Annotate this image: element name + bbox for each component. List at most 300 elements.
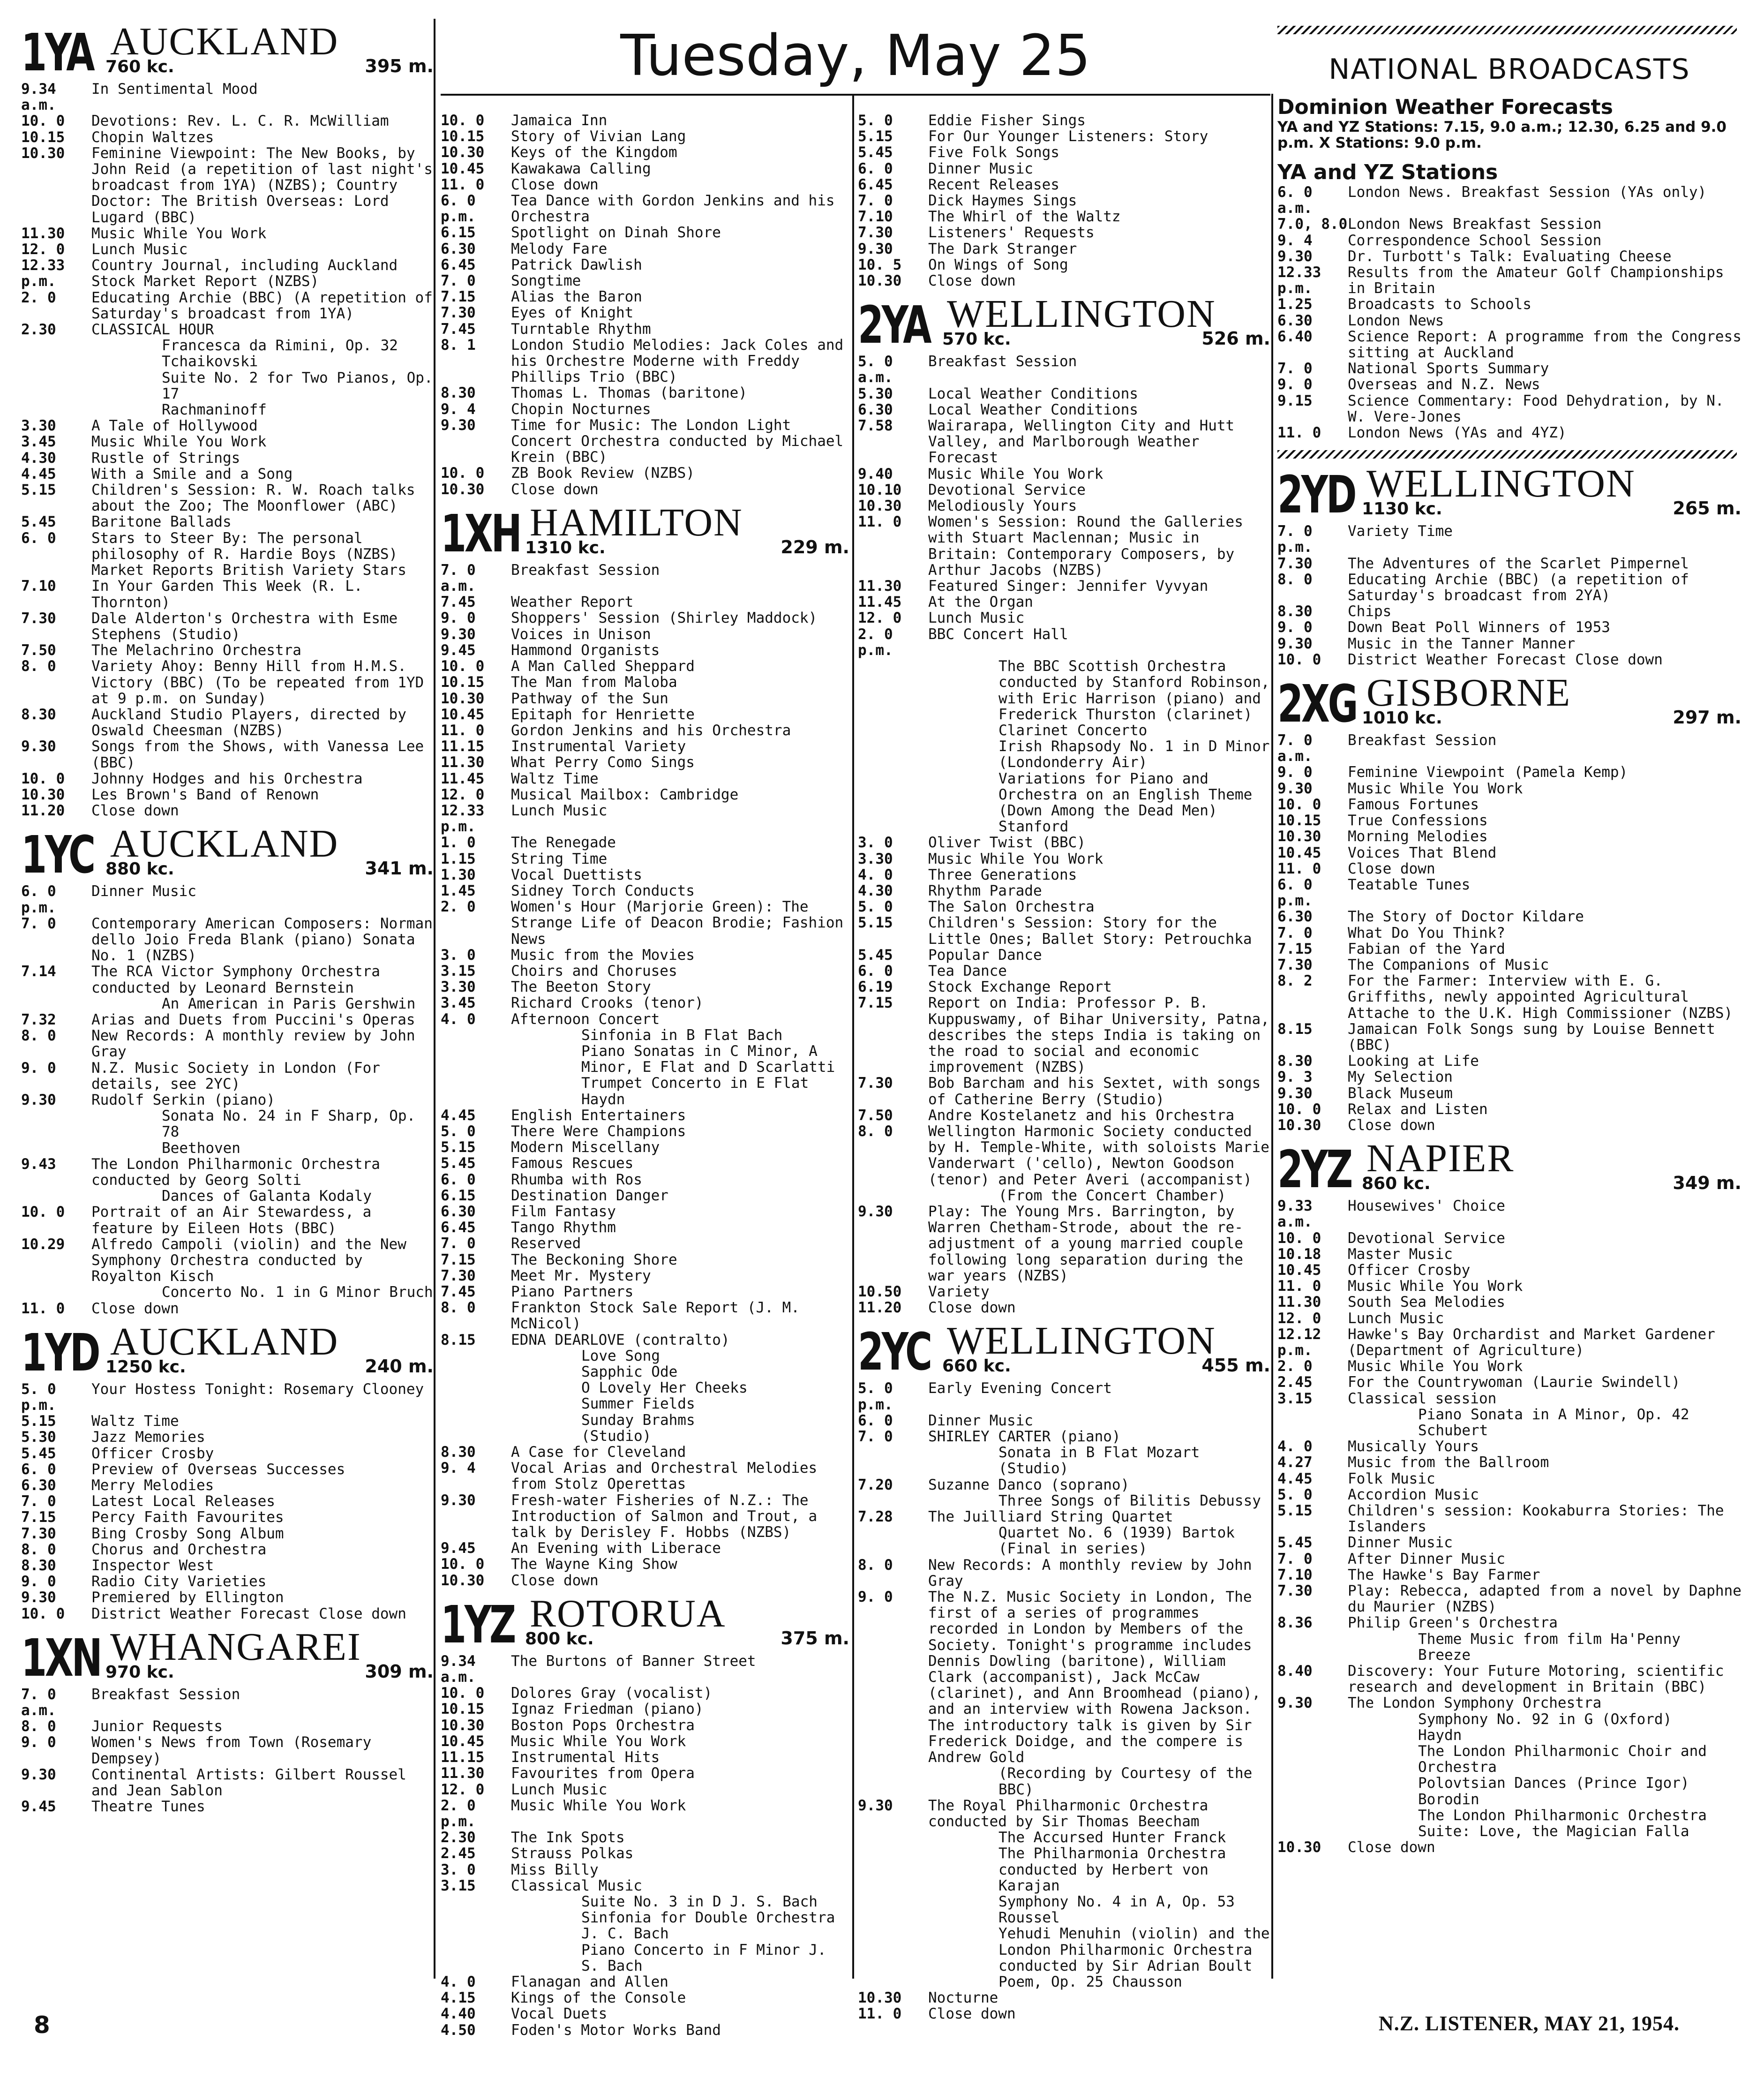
program-title: Vocal Duets	[511, 2005, 608, 2023]
program-time: 4. 0	[858, 866, 893, 883]
program-title: Chips	[1348, 603, 1392, 620]
program-entry	[858, 610, 1270, 626]
program-title: Gordon Jenkins and his Orchestra	[511, 722, 791, 739]
program-title: Close down	[511, 176, 599, 193]
program-time: 11.30	[441, 1765, 485, 1782]
program-time: 9.30	[21, 1589, 56, 1606]
weather-text: YA and YZ Stations: 7.15, 9.0 a.m.; 12.30, 6.25 and 9.0 p.m. X Stations: 9.0 p.m.	[1277, 119, 1726, 151]
program-entry	[1277, 1567, 1741, 1583]
program-title: Feminine Viewpoint (Pamela Kemp)	[1348, 764, 1628, 781]
program-time: 4.30	[21, 449, 56, 467]
program-entry	[858, 1798, 1270, 1830]
program-title: Sapphic Ode	[581, 1363, 678, 1381]
program-title: Down Beat Poll Winners of 1953	[1348, 619, 1610, 636]
program-title: Close down	[511, 1572, 599, 1589]
station-program-list	[858, 354, 1270, 1316]
program-time: 8.40	[1277, 1663, 1313, 1680]
program-time: 7.20	[858, 1476, 893, 1493]
program-time: 9.15	[1277, 392, 1313, 409]
program-time: 8. 0	[21, 658, 56, 675]
program-time: 2.30	[441, 1829, 476, 1846]
station-wavelength: 526 m.	[1201, 328, 1270, 349]
program-title: Variations for Piano and Orchestra on an English Theme (Down Among the Dead Men) Stanford	[998, 770, 1253, 836]
station-callsign: 2YC	[858, 1322, 931, 1382]
program-entry	[441, 723, 849, 738]
program-time: 2.30	[21, 321, 56, 339]
program-time: 5.30	[858, 385, 893, 402]
program-entry	[1277, 1085, 1741, 1101]
program-title: Portrait of an Air Stewardess, a feature by Eileen Hots (BBC)	[91, 1204, 372, 1237]
program-entry	[441, 1155, 849, 1171]
station-callsign: 1YZ	[441, 1594, 514, 1655]
program-entry	[441, 658, 849, 674]
program-time: 11.45	[858, 594, 902, 611]
program-time: 5.15	[21, 1413, 56, 1430]
program-time: 8. 0	[1277, 571, 1313, 588]
program-title: Nocturne	[928, 1989, 998, 2007]
program-time: 5. 0	[858, 112, 893, 129]
program-title: The London Philharmonic Orchestra	[1418, 1807, 1707, 1824]
column-1	[21, 16, 434, 1958]
program-title: Music While You Work	[928, 850, 1103, 867]
program-title: Strauss Polkas	[511, 1845, 634, 1862]
program-time: 7.15	[441, 288, 476, 306]
program-entry	[21, 514, 434, 530]
program-entry	[441, 1348, 849, 1364]
station-wavelength: 395 m.	[365, 56, 434, 76]
program-time: 7.30	[858, 1075, 893, 1092]
program-entry	[441, 1749, 849, 1765]
program-time: 5. 0 p.m.	[21, 1380, 56, 1414]
program-title: The Melachrino Orchestra	[91, 642, 301, 659]
program-title: Sidney Torch Conducts	[511, 882, 695, 899]
program-title: Music While You Work	[511, 1797, 686, 1814]
program-entry	[858, 1525, 1270, 1541]
program-time: 10. 0	[1277, 651, 1321, 668]
program-time: 4. 0	[441, 1973, 476, 1990]
program-entry	[441, 1845, 849, 1861]
program-entry	[1277, 1535, 1741, 1551]
station-header	[21, 822, 434, 885]
program-title: Suzanne Danco (soprano)	[928, 1476, 1130, 1493]
program-time: 10.30	[858, 497, 902, 515]
program-entry	[441, 642, 849, 658]
program-time: 5. 0 a.m.	[858, 353, 893, 386]
program-time: 7.58	[858, 417, 893, 435]
program-entry	[441, 995, 849, 1011]
program-time: 10.15	[441, 1701, 485, 1718]
program-time: 3. 0	[858, 834, 893, 851]
program-time: 9.30	[1277, 1694, 1313, 1712]
program-entry	[1277, 1117, 1741, 1133]
program-time	[1277, 1807, 1348, 1823]
program-time: 6.15	[441, 224, 476, 241]
station-name: AUCKLAND	[110, 1319, 339, 1363]
program-time: 5.15	[858, 914, 893, 932]
wavy-rule-top	[1277, 26, 1737, 34]
program-entry	[441, 1300, 849, 1332]
program-time: 6.45	[858, 176, 893, 193]
program-title: Dinner Music	[91, 883, 196, 900]
program-title: New Records: A monthly review by John Gray	[928, 1556, 1252, 1589]
program-entry	[441, 1011, 849, 1027]
program-time: 5.45	[441, 1155, 476, 1172]
program-title: Women's Hour (Marjorie Green): The Strange Life of Deacon Brodie; Fashion News	[511, 898, 844, 948]
program-time: 6. 0 p.m.	[21, 883, 56, 916]
program-entry	[441, 963, 849, 979]
program-title: Foden's Motor Works Band	[511, 2021, 721, 2039]
program-entry	[21, 290, 434, 322]
program-title: Instrumental Variety	[511, 738, 686, 755]
program-title: For Our Younger Listeners: Story	[928, 128, 1209, 145]
program-entry	[858, 1894, 1270, 1926]
program-time: 8. 0	[441, 1299, 476, 1317]
program-entry	[441, 674, 849, 690]
program-title: Devotional Service	[928, 481, 1086, 498]
program-entry	[858, 578, 1270, 594]
program-time: 2. 0	[441, 898, 476, 916]
program-entry	[1277, 1358, 1741, 1374]
program-title: Dinner Music	[928, 160, 1033, 177]
program-time: 8. 0	[21, 1027, 56, 1045]
program-title: The Philharmonia Orchestra conducted by Herbert von Karajan	[998, 1845, 1226, 1894]
program-entry	[858, 1974, 1270, 1990]
program-entry	[858, 947, 1270, 963]
program-title: Turntable Rhythm	[511, 320, 651, 338]
program-title: The Man from Maloba	[511, 674, 677, 691]
station-header	[1277, 462, 1741, 525]
program-title: Children's Session: R. W. Roach talks about the Zoo; The Moonflower (ABC)	[91, 482, 415, 515]
program-title: Flanagan and Allen	[511, 1973, 668, 1990]
program-title: Piano Concerto in F Minor J. S. Bach	[581, 1941, 826, 1974]
program-entry	[1277, 1069, 1741, 1085]
program-time: 10. 0	[441, 658, 485, 675]
program-entry	[21, 338, 434, 354]
program-entry	[1277, 313, 1741, 329]
program-time: 7. 0 a.m.	[1277, 732, 1313, 765]
program-title: Report on India: Professor P. B. Kuppuswamy, of Bihar University, Patna, describes the steps India is taking on the road to social and economic improvement (NZBS)	[928, 994, 1269, 1076]
program-time: 7.15	[21, 1509, 56, 1526]
program-entry	[21, 1060, 434, 1092]
program-title: Discovery: Your Future Motoring, scientific research and development in Britain (BBC)	[1348, 1663, 1724, 1696]
program-entry	[1277, 1471, 1741, 1487]
program-title: Bing Crosby Song Album	[91, 1525, 284, 1542]
station-wavelength: 309 m.	[365, 1661, 434, 1682]
program-time: 6. 0	[21, 529, 56, 547]
program-entry	[21, 530, 434, 579]
program-time: 11. 0	[858, 513, 902, 531]
program-title: Science Commentary: Food Dehydration, by N. W. Vere-Jones	[1348, 392, 1724, 425]
program-time: 10.30	[441, 144, 485, 161]
program-title: Thomas L. Thomas (baritone)	[511, 384, 747, 402]
program-title: London News	[1348, 312, 1444, 329]
program-time: 6.19	[858, 979, 893, 996]
program-title: ZB Book Review (NZBS)	[511, 465, 695, 482]
station-wavelength: 341 m.	[365, 858, 434, 879]
program-time: 10.18	[1277, 1245, 1321, 1263]
program-title: Lunch Music	[928, 610, 1025, 627]
program-entry	[441, 787, 849, 803]
program-entry	[858, 193, 1270, 209]
station-callsign: 1XN	[21, 1627, 101, 1688]
program-entry	[1277, 1230, 1741, 1246]
program-title: Country Journal, including Auckland Stock Market Report (NZBS)	[91, 257, 398, 290]
program-entry	[1277, 1101, 1741, 1117]
program-title: Destination Danger	[511, 1187, 668, 1204]
program-title: Concerto No. 1 in G Minor Bruch	[162, 1284, 433, 1301]
program-entry	[858, 498, 1270, 514]
program-entry	[21, 1092, 434, 1108]
program-title: Piano Partners	[511, 1283, 634, 1301]
program-time: 9. 0	[1277, 764, 1313, 781]
program-entry	[1277, 973, 1741, 1021]
program-title: After Dinner Music	[1348, 1550, 1505, 1567]
station-callsign: 1XH	[441, 503, 520, 564]
program-title: Shoppers' Session (Shirley Maddock)	[511, 610, 818, 627]
program-entry	[1277, 1583, 1741, 1615]
program-entry	[858, 1765, 1270, 1797]
program-time: 8.36	[1277, 1614, 1313, 1632]
program-title: Morning Melodies	[1348, 828, 1488, 845]
program-entry	[858, 1075, 1270, 1107]
program-entry	[858, 915, 1270, 947]
program-time: 8. 0	[858, 1556, 893, 1574]
program-entry	[441, 1573, 849, 1589]
program-time: 1.30	[441, 866, 476, 883]
station-frequency: 760 kc.	[105, 57, 174, 76]
program-time: 6.30	[441, 1203, 476, 1220]
program-title: Variety Time	[1348, 523, 1453, 540]
program-title: Voices That Blend	[1348, 844, 1497, 861]
program-title: Play: Rebecca, adapted from a novel by Daphne du Maurier (NZBS)	[1348, 1582, 1741, 1616]
program-entry	[858, 2006, 1270, 2022]
program-time: 6. 0	[441, 1171, 476, 1188]
program-title: Epitaph for Henriette	[511, 706, 695, 723]
program-entry	[858, 1926, 1270, 1974]
program-entry	[1277, 1503, 1741, 1535]
program-time: 6. 0	[21, 1461, 56, 1478]
station-header	[21, 1319, 434, 1383]
program-time: 8.30	[1277, 1053, 1313, 1070]
program-entry	[441, 626, 849, 642]
station-program-list	[858, 113, 1270, 289]
program-time: 10. 0	[1277, 1229, 1321, 1247]
program-entry	[858, 128, 1270, 144]
program-entry	[21, 803, 434, 819]
program-time: 2.45	[441, 1845, 476, 1862]
program-title: Songtime	[511, 272, 581, 290]
program-title: Children's Session: Story for the Little Ones; Ballet Story: Petrouchka	[928, 914, 1252, 948]
program-entry	[21, 883, 434, 915]
program-title: Chopin Waltzes	[91, 128, 214, 146]
program-time: 3.45	[21, 433, 56, 451]
program-title: Popular Dance	[928, 946, 1042, 964]
program-entry	[21, 1461, 434, 1477]
program-time	[441, 1926, 511, 1942]
program-title: SHIRLEY CARTER (piano)	[928, 1428, 1121, 1446]
program-entry	[21, 916, 434, 964]
program-title: At the Organ	[928, 594, 1033, 611]
program-time: 10.30	[21, 144, 65, 162]
program-title: The Adventures of the Scarlet Pimpernel	[1348, 555, 1689, 572]
program-title: Folk Music	[1348, 1470, 1435, 1487]
program-entry	[21, 1188, 434, 1204]
program-time: 7. 0 p.m.	[1277, 523, 1313, 556]
program-title: For the Countrywoman (Laurie Swindell)	[1348, 1374, 1681, 1391]
program-entry	[1277, 1407, 1741, 1423]
program-entry	[1277, 1246, 1741, 1262]
program-title: Close down	[928, 272, 1016, 290]
program-title: Close down	[91, 1300, 179, 1317]
program-entry	[21, 1509, 434, 1525]
program-entry	[441, 738, 849, 754]
program-entry	[1277, 1294, 1741, 1310]
program-time: 6. 0	[858, 1412, 893, 1429]
program-entry	[858, 1541, 1270, 1557]
program-title: Lunch Music	[91, 241, 188, 258]
program-entry	[858, 1107, 1270, 1123]
station-wavelength: 349 m.	[1673, 1173, 1741, 1194]
program-time: 6.45	[441, 256, 476, 273]
program-time: 5. 0	[858, 898, 893, 916]
program-title: Sonata No. 24 in F Sharp, Op. 78	[162, 1107, 416, 1141]
program-title: (Recording by Courtesy of the BBC)	[998, 1765, 1253, 1798]
program-title: Accordion Music	[1348, 1486, 1479, 1503]
program-time	[1277, 1743, 1348, 1775]
station-name-block	[1362, 1139, 1673, 1195]
program-title: (Studio)	[998, 1460, 1069, 1477]
ya-stations-title: YA and YZ Stations	[1277, 160, 1498, 184]
program-entry	[858, 1300, 1270, 1316]
program-time	[21, 402, 91, 418]
program-title: Melodiously Yours	[928, 497, 1077, 515]
program-entry	[21, 322, 434, 338]
program-entry	[21, 402, 434, 418]
program-entry	[21, 642, 434, 658]
program-entry	[21, 466, 434, 482]
program-entry	[21, 81, 434, 113]
program-entry	[1277, 1631, 1741, 1663]
program-entry	[441, 851, 849, 867]
program-entry	[1277, 1615, 1741, 1631]
program-title: Polovtsian Dances (Prince Igor)	[1418, 1775, 1689, 1792]
program-entry	[441, 1412, 849, 1428]
program-title: A Tale of Hollywood	[91, 417, 258, 435]
program-title: Close down	[1348, 1116, 1435, 1134]
program-entry	[21, 1493, 434, 1509]
program-title: Listeners' Requests	[928, 224, 1095, 241]
program-time: 7.45	[441, 320, 476, 338]
station-name-block	[105, 1319, 365, 1378]
program-entry	[1277, 1374, 1741, 1390]
program-title: Irish Rhapsody No. 1 in D Minor (Londonderry Air)	[998, 738, 1270, 771]
program-entry	[441, 1268, 849, 1284]
program-title: My Selection	[1348, 1069, 1453, 1086]
program-time: 3.15	[1277, 1390, 1313, 1407]
program-time: 10.45	[441, 706, 485, 723]
program-title: With a Smile and a Song	[91, 465, 293, 482]
program-time: 10. 0	[441, 112, 485, 129]
program-entry	[21, 1542, 434, 1558]
program-title: Musically Yours	[1348, 1438, 1479, 1455]
program-entry	[1277, 797, 1741, 813]
station-wavelength: 265 m.	[1673, 498, 1741, 519]
program-time: 7. 0	[21, 1493, 56, 1510]
station-name-block	[1362, 464, 1673, 520]
program-entry	[1277, 1743, 1741, 1775]
column-rule-1	[434, 19, 435, 1979]
program-title: Waltz Time	[511, 770, 599, 787]
program-time	[21, 996, 91, 1012]
program-title: Poem, Op. 25 Chausson	[998, 1973, 1182, 1990]
program-title: Close down	[1348, 860, 1435, 877]
program-title: Music in the Tanner Manner	[1348, 635, 1576, 652]
program-time: 8. 2	[1277, 972, 1313, 990]
program-title: Weather Report	[511, 594, 634, 611]
program-title: Choirs and Choruses	[511, 962, 677, 979]
program-entry	[21, 434, 434, 450]
program-title: Relax and Listen	[1348, 1100, 1488, 1118]
program-time	[21, 1284, 91, 1300]
program-title: EDNA DEARLOVE (contralto)	[511, 1331, 730, 1348]
program-title: Love Song	[581, 1347, 660, 1364]
program-entry	[441, 883, 849, 899]
program-time: 5.45	[858, 144, 893, 161]
program-time	[858, 1541, 928, 1557]
program-time	[21, 354, 91, 369]
program-entry	[441, 144, 849, 160]
program-time: 7. 0 a.m.	[21, 1686, 56, 1719]
program-title: Arias and Duets from Puccini's Operas	[91, 1011, 415, 1028]
program-time: 11.30	[858, 578, 902, 595]
station-name-block	[105, 824, 365, 881]
program-entry	[441, 1364, 849, 1380]
program-title: Early Evening Concert	[928, 1380, 1112, 1397]
program-time: 6. 0 a.m.	[1277, 184, 1313, 217]
program-time: 10. 0	[1277, 796, 1321, 813]
program-entry	[441, 241, 849, 257]
program-entry	[858, 386, 1270, 402]
national-title: NATIONAL BROADCASTS	[1329, 53, 1690, 86]
program-time: 3.30	[858, 850, 893, 867]
program-title: Recent Releases	[928, 176, 1059, 193]
program-time: 9.30	[441, 625, 476, 643]
station-name: WHANGAREI	[110, 1625, 361, 1669]
program-entry	[1277, 925, 1741, 941]
program-entry	[858, 835, 1270, 851]
program-entry	[441, 1878, 849, 1894]
program-entry	[1277, 264, 1741, 296]
program-entry	[441, 1252, 849, 1268]
program-title: The Beckoning Shore	[511, 1251, 677, 1268]
program-time: 3. 0	[441, 1861, 476, 1878]
program-entry	[1277, 845, 1741, 861]
program-entry	[858, 1493, 1270, 1509]
program-time: 7.10	[1277, 1566, 1313, 1583]
program-entry	[1277, 1775, 1741, 1791]
program-entry	[1277, 1021, 1741, 1053]
program-time: 9.30	[21, 1091, 56, 1108]
program-entry	[21, 113, 434, 129]
program-entry	[441, 417, 849, 466]
program-time: 11.30	[441, 754, 485, 771]
program-time: 4.45	[1277, 1470, 1313, 1487]
program-title: Boston Pops Orchestra	[511, 1717, 695, 1734]
program-entry	[441, 1974, 849, 1990]
program-entry	[441, 1717, 849, 1733]
program-title: Ignaz Friedman (piano)	[511, 1701, 704, 1718]
program-time: 1.15	[441, 850, 476, 867]
